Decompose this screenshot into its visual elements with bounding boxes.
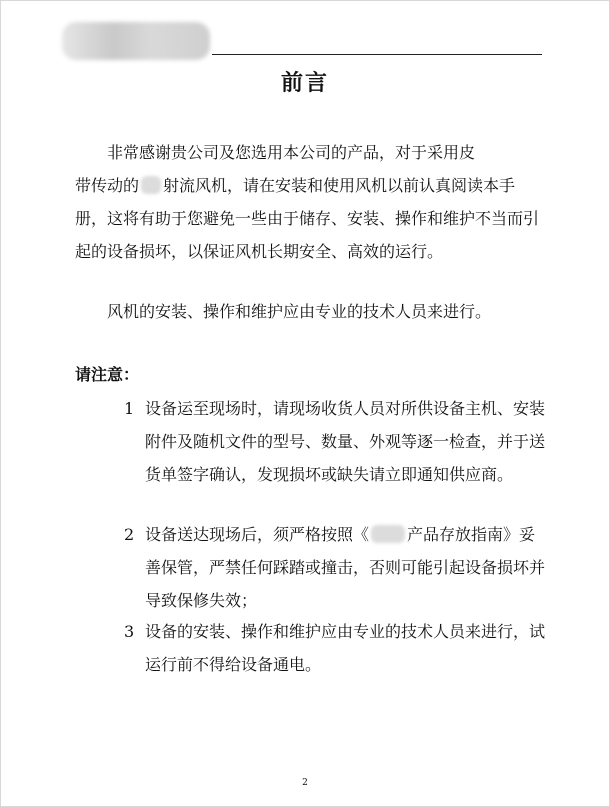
notice-number: 2	[124, 525, 135, 544]
notice-item-2	[124, 518, 546, 617]
intro-rest: 本手册，这将有助于您避免一些由于储存、安装、操作和维护不当而引起的设备损坏，以保证风机长期安全、高效的运行。	[75, 176, 540, 261]
notice-item-3	[124, 615, 546, 681]
notice-text	[145, 518, 546, 617]
notice-text: 设备运至现场时，请现场收货人员对所供设备主机、安装附件及随机文件的型号、数量、外观等逐一检查，并于送货单签字确认，发现损坏或缺失请立即通知供应商。	[145, 399, 546, 484]
page-title: 前言	[280, 71, 329, 96]
intro-paragraph	[75, 136, 545, 268]
company-logo	[62, 22, 210, 60]
attention-heading: 请注意：	[75, 365, 140, 384]
notice-text-start: 设备送达现场后，须严格按照《	[145, 525, 370, 544]
note-paragraph: 风机的安装、操作和维护应由专业的技术人员来进行。	[107, 302, 492, 321]
notice-text-end: 产品存放指南》妥善保管，严禁任何踩踏或撞击，否则可能引起设备损坏并导致保修失效；	[145, 525, 546, 610]
notice-item-1	[124, 392, 546, 491]
intro-line-2-end: 射流风机，请在安装和使用风机以前认真阅读	[163, 176, 484, 195]
intro-line-1: 非常感谢贵公司及您选用本公司的产品，对于采用皮	[107, 143, 476, 162]
intro-line-2-start: 带传动的	[75, 176, 140, 195]
redacted-brand	[371, 525, 405, 543]
redacted-model	[141, 176, 161, 194]
page-number: 2	[302, 778, 308, 788]
notice-number: 1	[124, 399, 135, 418]
header-rule	[212, 54, 542, 55]
notice-number: 3	[124, 622, 135, 641]
notice-text: 设备的安装、操作和维护应由专业的技术人员来进行，试运行前不得给设备通电。	[145, 622, 546, 674]
